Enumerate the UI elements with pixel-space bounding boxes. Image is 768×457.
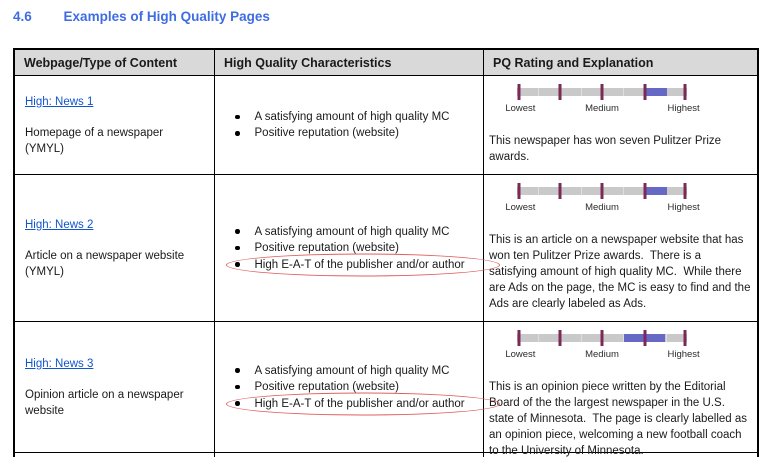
table-row-2-rating-cell [484,175,757,322]
slider-minor-tick [666,334,667,342]
slider-tick [684,330,687,346]
slider-label-medium: Medium [585,349,619,360]
slider-label-lowest: Lowest [505,202,536,213]
table-row-1-rating-cell [484,76,757,175]
slider-track [517,88,687,96]
slider-track [517,187,687,195]
slider-tick [684,183,687,199]
slider-minor-tick [581,187,582,195]
slider-minor-tick [538,187,539,195]
slider-tick [559,84,562,100]
slider-minor-tick [623,88,624,96]
pq-rating-slider [505,187,700,214]
bullet-icon [235,401,240,406]
characteristic-text: High E-A-T of the publisher and/or author [254,258,465,271]
slider-minor-tick [581,88,582,96]
page-description: Article on a newspaper website (YMYL) [25,249,185,278]
slider-label-medium: Medium [585,103,619,114]
partial-next-row-cell [484,453,757,457]
slider-minor-tick [623,187,624,195]
pq-rating-slider [505,88,700,115]
bullet-icon [235,115,240,120]
slider-track [517,334,687,342]
partial-next-row-cell [15,453,215,457]
characteristic-text: Positive reputation (website) [254,127,399,140]
bullet-icon [235,368,240,373]
bullet-item [235,109,483,126]
bullet-item [235,223,483,240]
characteristic-text: A satisfying amount of high quality MC [254,110,450,123]
table-row-3-webpage-cell [15,322,215,453]
slider-rating-marker [645,88,667,96]
slider-labels [505,202,700,214]
slider-tick [559,330,562,346]
characteristic-text: High E-A-T of the publisher and/or author [254,397,465,410]
rating-explanation: This newspaper has won seven Pulitzer Prize awards. [489,135,725,163]
bullet-icon [235,131,240,136]
slider-tick [601,183,604,199]
slider-tick [601,330,604,346]
slider-rating-marker [645,187,667,195]
slider-tick [517,183,520,199]
column-header-webpage-type: Webpage/Type of Content [15,50,215,76]
section-number: 4.6 [13,9,32,24]
slider-label-highest: Highest [667,349,700,360]
bullet-icon [235,229,240,234]
bullet-item [235,362,483,379]
slider-minor-tick [538,334,539,342]
slider-labels [505,349,700,361]
page-description: Opinion article on a newspaper website [25,388,184,417]
slider-minor-tick [538,88,539,96]
partial-next-row-cell [215,453,484,457]
rating-explanation: This is an article on a newspaper website that has won ten Pulitzer Prize awards. There is a satisfying amount of high quality MC. While there are Ads on the page, the MC is easy to find and the Ads are clearly labeled as Ads. [489,234,754,310]
column-header-characteristics: High Quality Characteristics [215,50,484,76]
bullet-item [235,125,483,142]
slider-label-medium: Medium [585,202,619,213]
table-row-3-characteristics-cell [215,322,484,453]
table-row-3-rating-cell [484,322,757,457]
slider-tick [601,84,604,100]
characteristic-text: Positive reputation (website) [254,242,399,254]
slider-labels [505,103,700,115]
slider-label-lowest: Lowest [505,349,536,360]
slider-label-lowest: Lowest [505,103,536,114]
slider-label-highest: Highest [667,202,700,213]
page-link-high-news-1[interactable]: High: News 1 [25,95,94,108]
bullet-item [235,395,483,412]
characteristic-text: Positive reputation (website) [254,381,399,393]
page-link-high-news-3[interactable]: High: News 3 [25,357,94,370]
table-row-2-webpage-cell [15,175,215,322]
bullet-icon [235,246,240,251]
slider-tick [684,84,687,100]
bullet-icon [235,262,240,267]
slider-label-highest: Highest [667,103,700,114]
page-link-high-news-2[interactable]: High: News 2 [25,218,94,231]
slider-tick [517,84,520,100]
table-row-1-webpage-cell [15,76,215,175]
table-row-1-characteristics-cell [215,76,484,175]
slider-tick [559,183,562,199]
table-row-2-characteristics-cell [215,175,484,322]
slider-tick [643,183,646,199]
slider-tick [643,84,646,100]
characteristic-text: A satisfying amount of high quality MC [254,225,450,238]
pq-rating-slider [505,334,700,361]
bullet-item [235,240,483,257]
slider-tick [517,330,520,346]
column-header-pq-rating: PQ Rating and Explanation [484,50,757,76]
rating-explanation: This is an opinion piece written by the Editorial Board of the the largest newspaper in the U.S. state of Minnesota. The page is clearly labelled as an opinion piece, welcoming a new football coach to the University of Minnesota. [489,381,751,457]
section-heading [13,9,270,24]
bullet-icon [235,385,240,390]
slider-minor-tick [581,334,582,342]
examples-table [13,48,759,457]
section-title: Examples of High Quality Pages [63,9,270,24]
characteristic-text: A satisfying amount of high quality MC [254,364,450,377]
bullet-item [235,256,483,273]
page-description: Homepage of a newspaper (YMYL) [25,126,164,155]
slider-tick [643,330,646,346]
bullet-item [235,379,483,396]
